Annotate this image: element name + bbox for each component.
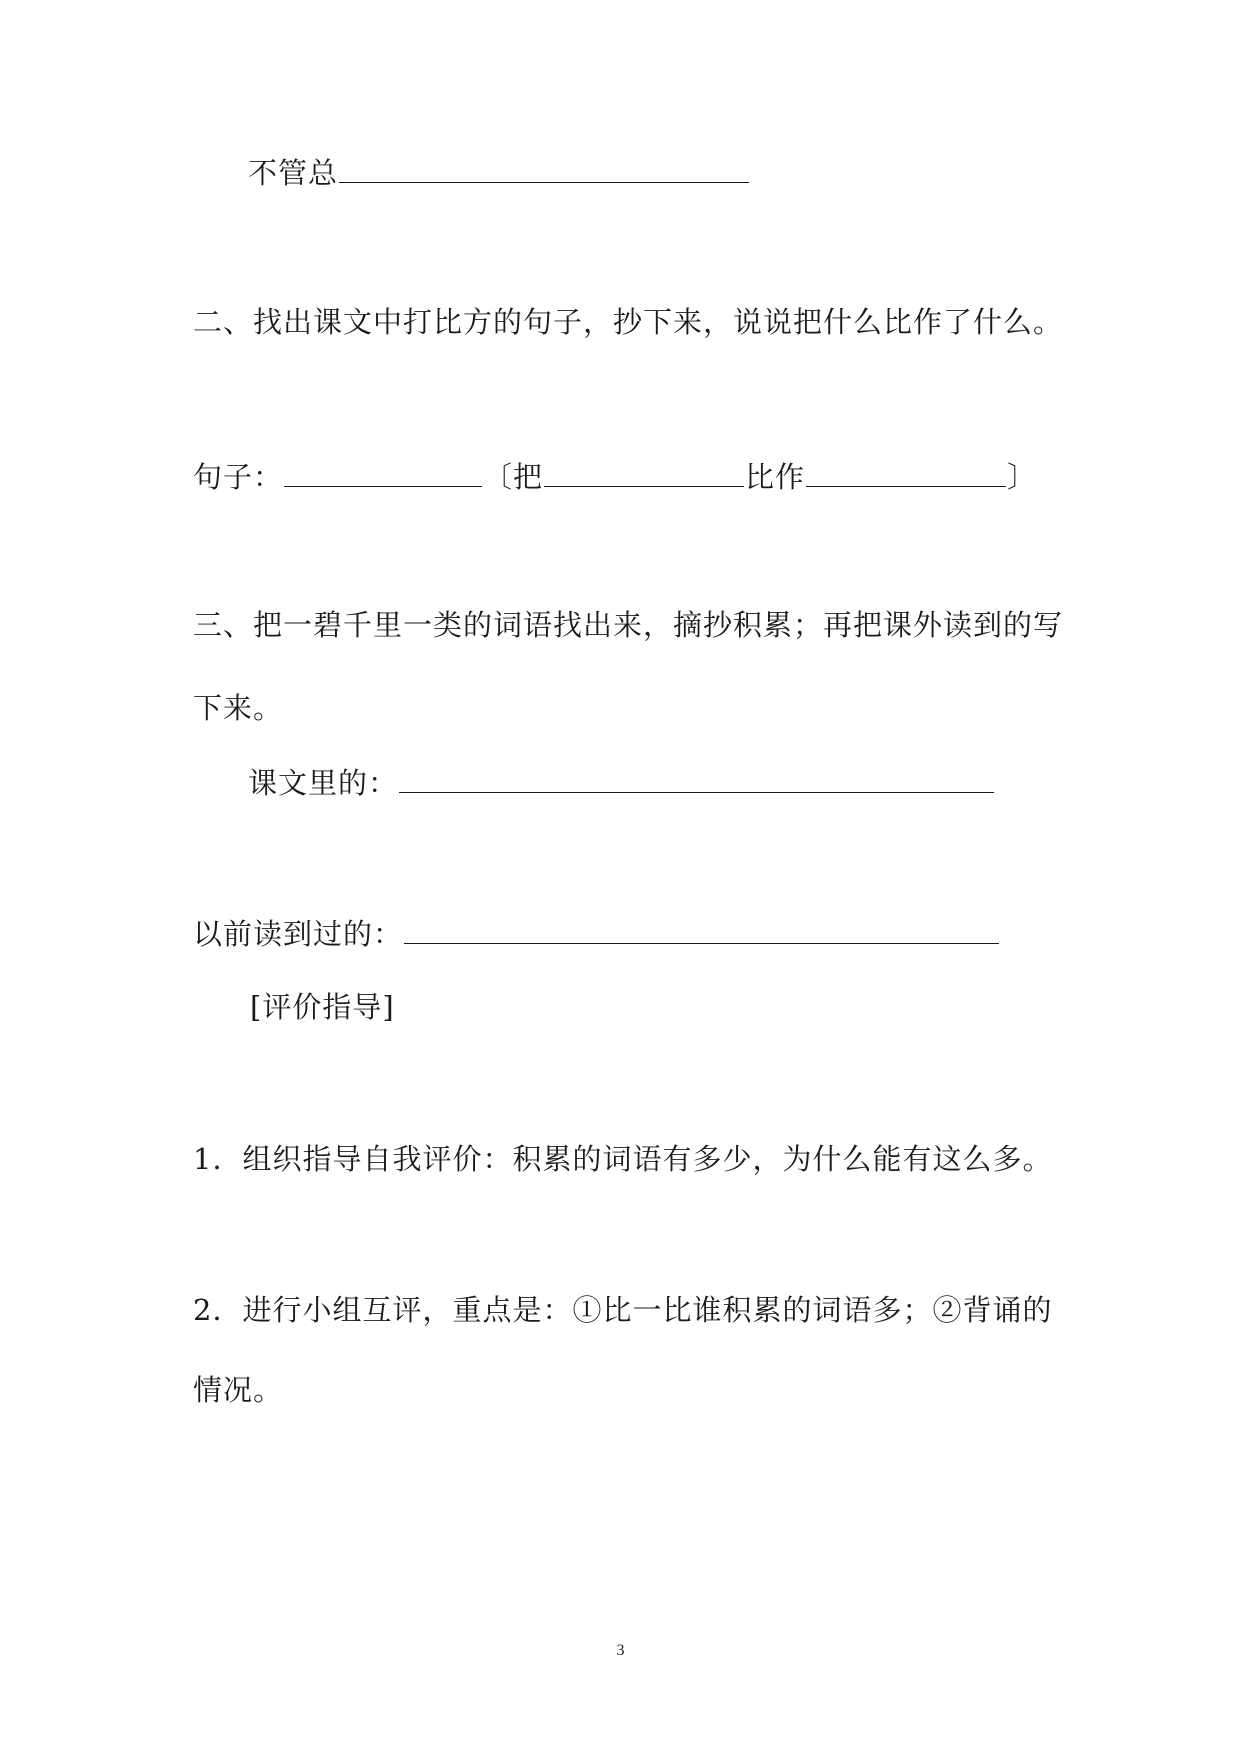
question-2-title: 二、找出课文中打比方的句子，抄下来，说说把什么比作了什么。 — [193, 305, 1064, 339]
evaluation-heading: [评价指导] — [250, 990, 395, 1024]
compared-thing-blank[interactable] — [544, 456, 744, 487]
evaluation-item-2-line-2: 情况。 — [193, 1373, 284, 1407]
open-paren-ba: 〔把 — [483, 460, 544, 494]
sentence-blank[interactable] — [284, 456, 482, 487]
read-before-label: 以前读到过的： — [193, 917, 404, 951]
question-2-answer-line — [193, 456, 1037, 497]
sentence-label: 句子： — [193, 460, 284, 494]
close-paren: 〕 — [1007, 460, 1038, 494]
in-text-words-blank[interactable] — [399, 762, 994, 793]
compare-word: 比作 — [745, 460, 806, 494]
question-3-title-line-1: 三、把一碧千里一类的词语找出来，摘抄积累；再把课外读到的写 — [193, 608, 1064, 642]
prompt-line-buguanzong — [248, 152, 750, 193]
answer-blank[interactable] — [339, 152, 749, 183]
prompt-text: 不管总 — [248, 156, 339, 190]
in-text-label: 课文里的： — [248, 766, 399, 800]
compared-to-blank[interactable] — [806, 456, 1006, 487]
read-before-words-blank[interactable] — [404, 913, 999, 944]
read-before-words-line — [193, 913, 1000, 954]
page-number: 3 — [616, 1642, 625, 1659]
evaluation-item-1: 1．组织指导自我评价：积累的词语有多少，为什么能有这么多。 — [193, 1142, 1053, 1176]
in-text-words-line — [248, 762, 995, 803]
evaluation-item-2-line-1: 2．进行小组互评，重点是：①比一比谁积累的词语多；②背诵的 — [193, 1293, 1053, 1327]
question-3-title-line-2: 下来。 — [193, 691, 284, 725]
